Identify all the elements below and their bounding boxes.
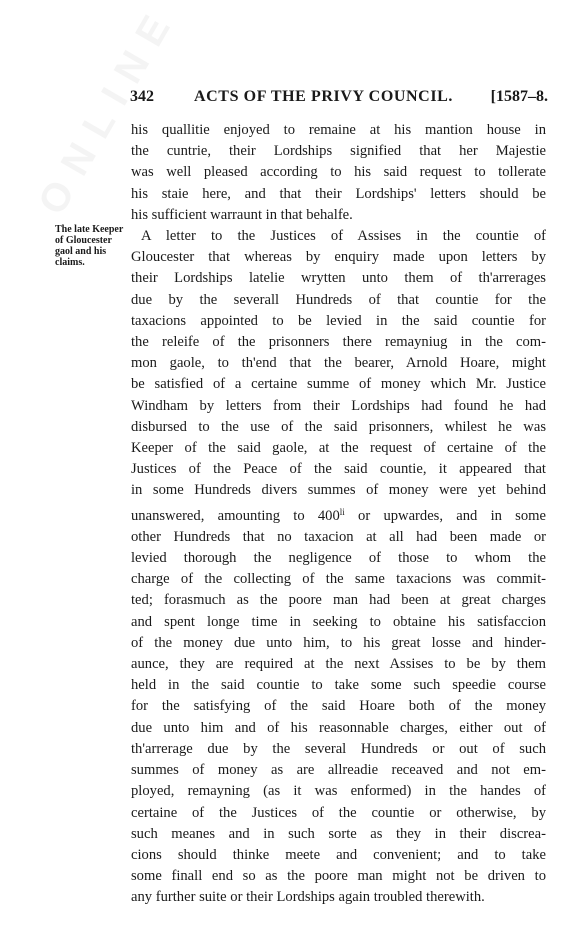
date-range: [1587–8. <box>490 88 548 105</box>
text-line: some finall end so as the poore man might not be driven to <box>131 868 546 885</box>
margin-note-line: claims. <box>55 257 85 268</box>
text-line: levied thorough the negligence of those to whom the <box>131 550 546 567</box>
text-fragment: or upwardes, and in some <box>344 507 546 524</box>
text-line: summes of money as are allreadie receaved and not em- <box>131 762 546 779</box>
text-line: th'arrerage due by the several Hundreds or out of such <box>131 740 546 757</box>
text-line: and spent longe time in seeking to obtaine his satisfaccion <box>131 613 546 630</box>
text-line: Windham by letters from their Lordships had found he had <box>131 397 546 414</box>
text-line: his quallitie enjoyed to remaine at his mantion house in <box>131 122 546 138</box>
text-line: disbursed to the use of the said prisonners, whilest he was <box>131 418 546 435</box>
margin-note-line: gaol and his <box>55 246 107 257</box>
text-line: other Hundreds that no taxacion at all had been made or <box>131 528 546 545</box>
text-line: cions should thinke meete and convenient; and to take <box>131 846 546 863</box>
text-line: Gloucester that whereas by enquiry made upon letters by <box>131 249 546 266</box>
text-line: certaine of the Justices of the countie or otherwise, by <box>131 804 546 821</box>
superscript: li <box>339 506 345 517</box>
text-fragment: unanswered, amounting to 400 <box>131 507 340 524</box>
text-line <box>131 502 546 527</box>
text-line: such meanes and in such sorte as they in their discrea- <box>131 825 546 842</box>
text-line: Keeper of the said gaole, at the request of certaine of the <box>131 440 546 457</box>
text-line: of the money due unto him, to his great losse and hinder- <box>131 634 546 651</box>
text-line: A letter to the Justices of Assises in the countie of <box>141 228 546 245</box>
text-line: in some Hundreds divers summes of money were yet behind <box>131 482 546 499</box>
text-line: charge of the collecting of the same taxacions was commit- <box>131 571 546 588</box>
text-line: held in the said countie to take some such speedie course <box>131 677 546 694</box>
page-header <box>130 88 548 110</box>
body-text <box>131 120 546 909</box>
running-head: ACTS OF THE PRIVY COUNCIL. <box>194 88 454 105</box>
text-line: taxacions appointed to be levied in the said countie for <box>131 312 546 329</box>
margin-note-line: of Gloucester <box>55 235 112 246</box>
text-line: their Lordships latelie wrytten unto them of th'arrerages <box>131 270 546 287</box>
text-line: his staie here, and that their Lordships' letters should be <box>131 185 546 202</box>
text-line: his sufficient warraunt in that behalfe. <box>131 206 353 223</box>
page-number: 342 <box>130 88 154 105</box>
text-line: due unto him and of his reasonnable charges, either out of <box>131 719 546 736</box>
text-line: mon gaole, to th'end that the bearer, Arnold Hoare, might <box>131 355 546 372</box>
text-line: ployed, remayning (as it was enformed) in the handes of <box>131 783 546 800</box>
margin-note <box>55 224 129 268</box>
text-line: ted; forasmuch as the poore man had been at great charges <box>131 592 546 609</box>
text-line: be satisfied of a certaine summe of money which Mr. Justice <box>131 376 546 393</box>
text-line: for the satisfying of the said Hoare both of the money <box>131 698 546 715</box>
text-line: the cuntrie, their Lordships signified that her Majestie <box>131 143 546 160</box>
text-line: was well pleased according to his said request to tollerate <box>131 164 546 181</box>
margin-note-line: The late Keeper <box>55 224 124 235</box>
text-line: Justices of the Peace of the said countie, it appeared that <box>131 461 546 478</box>
text-line: aunce, they are required at the next Assises to be by them <box>131 656 546 673</box>
text-line: any further suite or their Lordships again troubled therewith. <box>131 889 485 906</box>
text-line: the releife of the prisonners there remayniug in the com- <box>131 334 546 351</box>
text-line: due by the severall Hundreds of that countie for the <box>131 291 546 308</box>
